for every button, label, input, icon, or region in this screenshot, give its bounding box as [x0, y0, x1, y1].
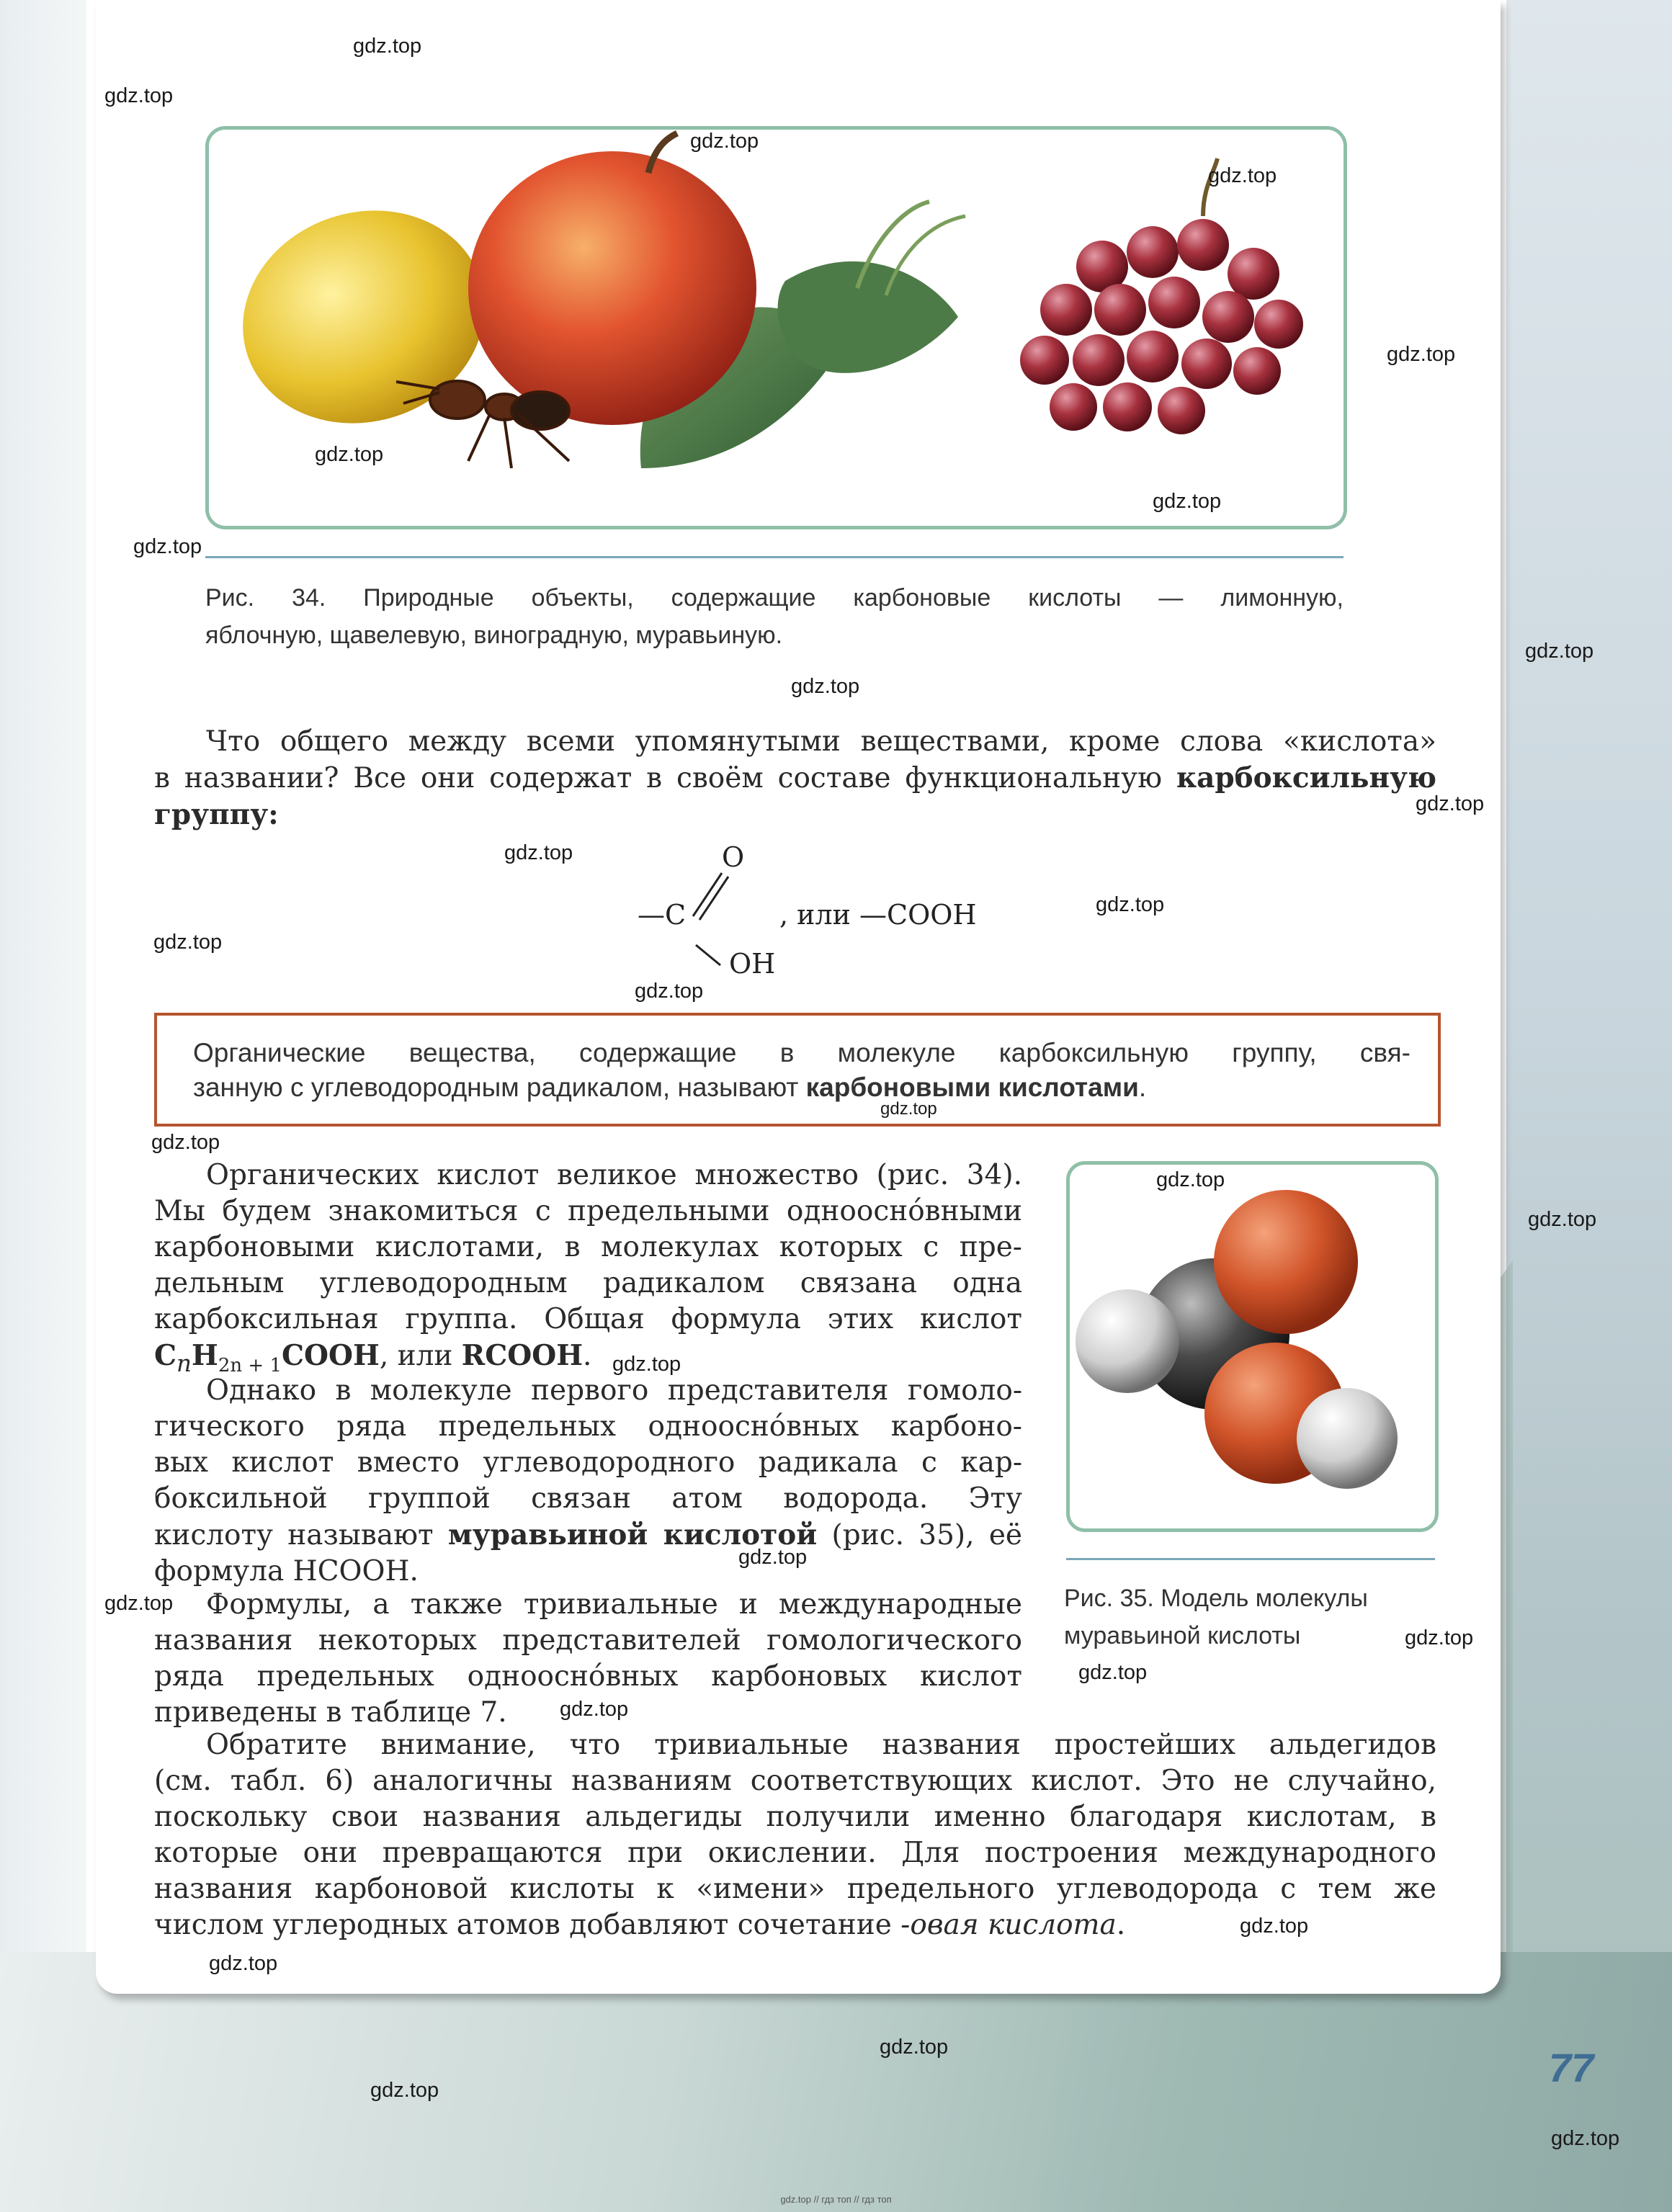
watermark: gdz.top [104, 1592, 174, 1615]
oxygen-atom [1214, 1190, 1358, 1334]
paragraph-text: кислоту называют [154, 1519, 448, 1551]
watermark: gdz.top [370, 2079, 439, 2102]
paragraph-line: которые они превращаются при окислении. Для построения международного [154, 1837, 1436, 1869]
watermark: gdz.top [880, 1099, 937, 1119]
paragraph-line: названия карбоновой кислоты к «имени» предельного углеводорода с тем же [154, 1873, 1436, 1905]
watermark: gdz.top [1405, 1626, 1474, 1649]
intro-line [154, 797, 1436, 833]
paragraph-line: приведены в таблице 7. [154, 1696, 507, 1729]
figure-35-rule [1066, 1558, 1435, 1560]
watermark: gdz.top [1240, 1915, 1309, 1938]
watermark: gdz.top [1525, 640, 1594, 663]
watermark: gdz.top [791, 675, 860, 698]
paragraph-text: числом углеродных атомов добавляют сочетание [154, 1909, 901, 1941]
intro-term: группу: [154, 798, 279, 831]
watermark: gdz.top [690, 130, 759, 153]
hydrogen-atom [1297, 1388, 1398, 1489]
paragraph-line: карбоновыми кислотами, в молекулах которых с пре- [154, 1231, 1022, 1263]
paragraph-line: Обратите внимание, что тривиальные названия простейших альдегидов [206, 1729, 1436, 1761]
structure-oxygen: O [722, 841, 745, 873]
watermark: gdz.top [133, 535, 202, 558]
background-right [1506, 0, 1672, 2212]
figure-35-caption-line: Рис. 35. Модель молекулы [1064, 1585, 1368, 1612]
watermark: gdz.top [612, 1353, 681, 1376]
spinach-leaf [778, 261, 958, 373]
definition-term: карбоновыми кислотами [805, 1073, 1139, 1102]
paragraph-line: дельным углеводородным радикалом связана одна [154, 1267, 1022, 1299]
watermark: gdz.top [560, 1698, 629, 1721]
intro-paragraph [154, 724, 1436, 833]
paragraph-line: названия некоторых представителей гомологического [154, 1624, 1022, 1657]
definition-box [154, 1013, 1441, 1127]
background-left [0, 0, 86, 2212]
definition-text [193, 1036, 1411, 1105]
watermark: gdz.top [353, 35, 422, 58]
watermark: gdz.top [1208, 164, 1277, 187]
watermark: gdz.top [1078, 1661, 1148, 1684]
watermark: gdz.top [880, 2036, 949, 2059]
watermark: gdz.top [1156, 1168, 1225, 1191]
page-number: 77 [1549, 2045, 1594, 2090]
paragraph-line: поскольку свои названия альдегиды получили именно благодаря кислотам, в [154, 1801, 1436, 1833]
intro-line: Что общего между всеми упомянутыми веществами, кроме слова «кислота» [206, 725, 1436, 758]
watermark: gdz.top [1153, 490, 1222, 513]
figure-35-caption-line: муравьиной кислоты [1064, 1622, 1301, 1649]
formula-part: H [191, 1339, 218, 1372]
grapes [1020, 158, 1303, 434]
intro-text: в названии? Все они содержат в своём составе функциональную [154, 762, 1176, 794]
paragraph-term: муравьиной кислотой [447, 1518, 818, 1551]
watermark: gdz.top [1551, 2127, 1620, 2150]
paragraph-line: формула HCOOH. [154, 1555, 419, 1588]
watermark: gdz.top [315, 443, 384, 466]
watermark: gdz.top [1416, 792, 1485, 815]
paragraph-4 [154, 1727, 1436, 1943]
paragraph-suffix: -овая кислота [900, 1909, 1117, 1941]
structure-hydroxyl: OH [729, 948, 776, 980]
formula-part: RCOOH [461, 1339, 584, 1372]
paragraph-1 [154, 1158, 1022, 1384]
paragraph-line: Мы будем знакомиться с предельными одноосно́вными [154, 1195, 1022, 1227]
paragraph-text: . [1116, 1909, 1126, 1941]
watermark: gdz.top [504, 841, 573, 864]
watermark: gdz.top [151, 1131, 220, 1154]
intro-line [154, 760, 1436, 797]
structure-alternative: , или —COOH [779, 899, 977, 931]
apple [468, 151, 756, 425]
watermark: gdz.top [1387, 343, 1456, 366]
paragraph-text: (рис. 35), её [817, 1519, 1022, 1551]
formula-part: , или [379, 1340, 462, 1372]
watermark: gdz.top [1096, 893, 1165, 916]
definition-text-part: занную с углеводородным радикалом, называют [193, 1073, 806, 1102]
formula-part: n [176, 1349, 192, 1377]
paragraph-line: Однако в молекуле первого представителя гомоло- [206, 1374, 1022, 1407]
definition-line: Органические вещества, содержащие в молекуле карбоксильную группу, свя- [193, 1038, 1411, 1067]
paragraph-line: боксильной группой связан атом водорода. Эту [154, 1482, 1022, 1515]
watermark: gdz.top [738, 1546, 808, 1569]
formula-part: COOH [282, 1339, 380, 1372]
figure-35-caption [1064, 1580, 1439, 1654]
formula-subscript: 2n + 1 [218, 1354, 282, 1376]
figure-35-frame [1066, 1161, 1439, 1532]
paragraph-line: карбоксильная группа. Общая формула этих кислот [154, 1303, 1022, 1335]
paragraph-line: Органических кислот великое множество (рис. 34). [206, 1159, 1022, 1191]
paragraph-line: (см. табл. 6) аналогичны названиям соответствующих кислот. Это не случайно, [154, 1765, 1436, 1797]
figure-34-rule [205, 556, 1344, 558]
formula-part: C [154, 1339, 177, 1372]
formic-acid-model [1070, 1165, 1435, 1528]
structure-carbon: —C [638, 899, 687, 931]
watermark: gdz.top [104, 84, 174, 107]
formula-part: . [583, 1340, 592, 1372]
paragraph-line: ряда предельных одноосно́вных карбоновых кислот [154, 1660, 1022, 1693]
watermark: gdz.top [1528, 1208, 1597, 1231]
hydrogen-atom [1076, 1289, 1179, 1393]
paragraph-line: вых кислот вместо углеводородного радикала с кар- [154, 1446, 1022, 1479]
definition-text-part: . [1138, 1073, 1147, 1102]
paragraph-line: Формулы, а также тривиальные и международные [206, 1588, 1022, 1621]
paragraph-2 [154, 1373, 1022, 1590]
paragraph-line: гического ряда предельных одноосно́вных карбоно- [154, 1410, 1022, 1443]
paragraph-line [154, 1517, 1022, 1554]
definition-line [193, 1070, 1411, 1105]
watermark: gdz.top [635, 980, 704, 1003]
figure-34-caption [205, 579, 1344, 654]
intro-term: карбоксильную [1176, 761, 1436, 794]
watermark: gdz.top [153, 931, 223, 954]
bottom-banner: gdz.top // гдз топ // гдз топ [780, 2194, 892, 2205]
figure-34-frame [205, 126, 1347, 529]
watermark: gdz.top [209, 1952, 278, 1975]
figure-34-caption-line: Рис. 34. Природные объекты, содержащие карбоновые кислоты — лимонную, [205, 584, 1344, 612]
figure-34-caption-line: яблочную, щавелевую, виноградную, муравьиную. [205, 622, 783, 649]
